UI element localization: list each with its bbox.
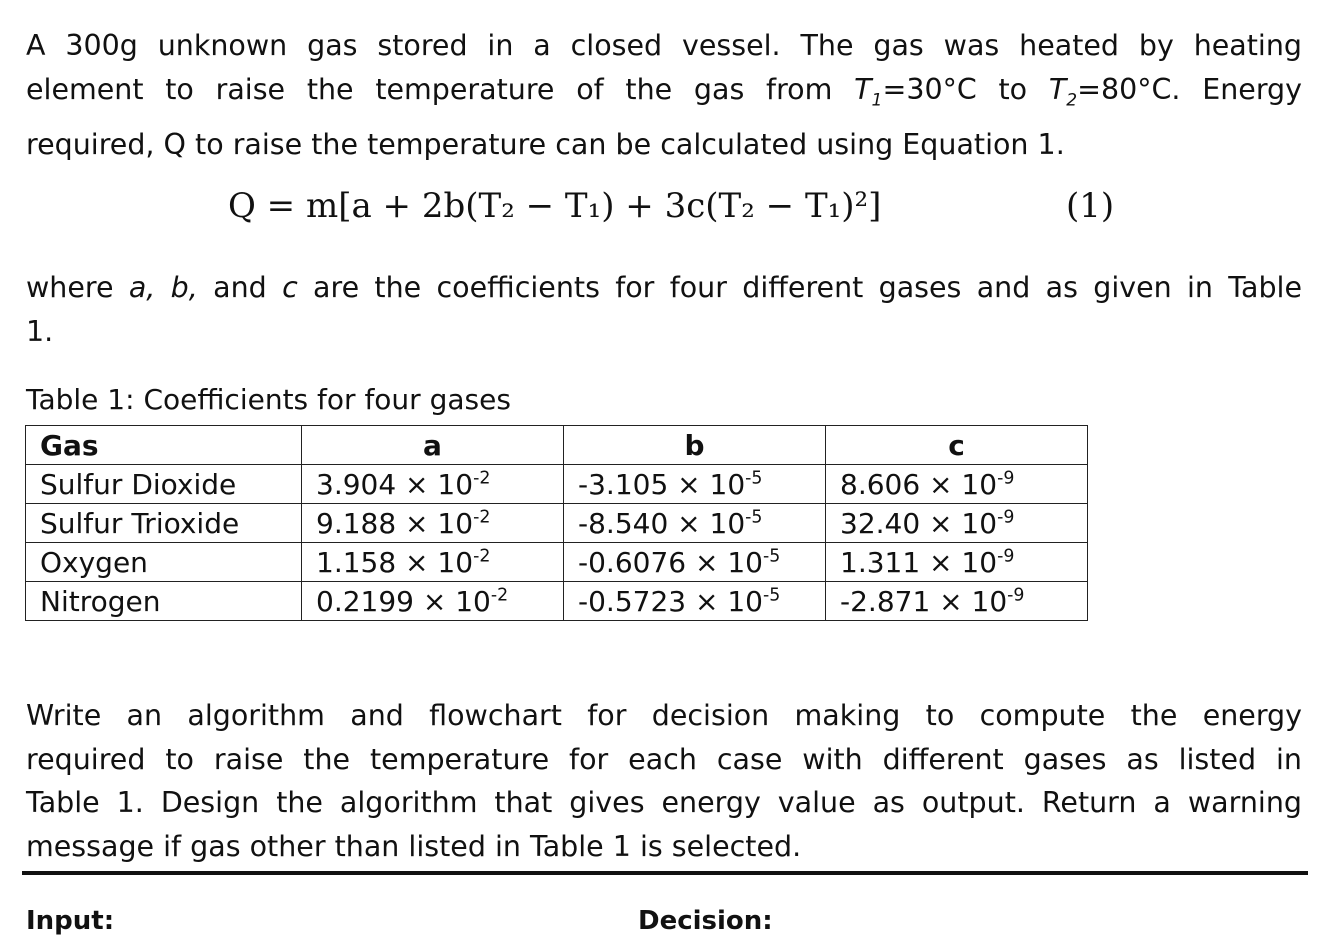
t1-subscript: 1 — [871, 90, 883, 111]
task-line-4: message if gas other than listed in Table 1 is selected. — [26, 829, 802, 863]
decision-label: Decision: — [638, 906, 773, 936]
table-header-row — [26, 426, 1088, 465]
intro-paragraph — [26, 24, 1302, 166]
coef-a: $9.188 \times 10^{-2}$ — [302, 504, 564, 543]
where-line-1 — [26, 266, 1302, 310]
coef-c: $-2.871 \times 10^{-9}$ — [826, 582, 1088, 621]
header-c: c — [826, 426, 1088, 465]
gas-name: Nitrogen — [26, 582, 302, 621]
task-line-1: Write an algorithm and flowchart for decision making to compute the energy — [26, 699, 1302, 732]
t1-symbol: T — [854, 72, 872, 106]
task-line-3: Table 1. Design the algorithm that gives energy value as output. Return a warning — [26, 786, 1302, 819]
table-row — [26, 543, 1088, 582]
t1-value: =30°C to — [882, 72, 1049, 106]
header-a: a — [302, 426, 564, 465]
coef-b: $-3.105 \times 10^{-5}$ — [564, 465, 826, 504]
equation-number: (1) — [1066, 186, 1115, 226]
table-row — [26, 504, 1088, 543]
coefficients-table — [25, 425, 1088, 621]
intro-line-1: A 300g unknown gas stored in a closed vessel. The gas was heated by heating — [26, 29, 1302, 62]
coef-c: $1.311 \times 10^{-9}$ — [826, 543, 1088, 582]
task-line-2: required to raise the temperature for each case with different gases as listed in — [26, 742, 1302, 776]
table-caption: Table 1: Coefficients for four gases — [26, 383, 511, 416]
gas-name: Sulfur Trioxide — [26, 504, 302, 543]
table-row — [26, 465, 1088, 504]
coef-a: $3.904 \times 10^{-2}$ — [302, 465, 564, 504]
where-rest: are the coefficients for four different gases and as given in Table — [297, 271, 1303, 304]
where-c: c — [282, 271, 298, 304]
coef-b: $-8.540 \times 10^{-5}$ — [564, 504, 826, 543]
intro-line-3: required, Q to raise the temperature can be calculated using Equation 1. — [26, 127, 1065, 161]
where-start: where — [26, 271, 129, 304]
intro-line-2-text: element to raise the temperature of the gas from — [26, 72, 855, 106]
table-row — [26, 582, 1088, 621]
horizontal-divider — [22, 871, 1308, 875]
t2-value: =80°C. Energy — [1077, 72, 1303, 106]
coef-b: $-0.5723 \times 10^{-5}$ — [564, 582, 826, 621]
coef-a: $1.158 \times 10^{-2}$ — [302, 543, 564, 582]
where-paragraph — [26, 266, 1302, 353]
t2-symbol: T — [1048, 72, 1067, 106]
header-gas: Gas — [26, 426, 302, 465]
input-label: Input: — [26, 906, 115, 936]
where-vars: a, b, — [128, 271, 198, 304]
t2-subscript: 2 — [1066, 90, 1078, 111]
coef-c: $8.606 \times 10^{-9}$ — [826, 465, 1088, 504]
energy-equation: Q = m[a + 2b(T₂ − T₁) + 3c(T₂ − T₁)²] — [228, 186, 882, 226]
gas-name: Sulfur Dioxide — [26, 465, 302, 504]
where-line-2: 1. — [26, 314, 54, 348]
header-b: b — [564, 426, 826, 465]
task-paragraph — [26, 694, 1302, 868]
where-and: and — [197, 271, 283, 304]
intro-line-2 — [26, 68, 1302, 123]
coef-c: $32.40 \times 10^{-9}$ — [826, 504, 1088, 543]
gas-name: Oxygen — [26, 543, 302, 582]
coef-a: $0.2199 \times 10^{-2}$ — [302, 582, 564, 621]
coef-b: $-0.6076 \times 10^{-5}$ — [564, 543, 826, 582]
